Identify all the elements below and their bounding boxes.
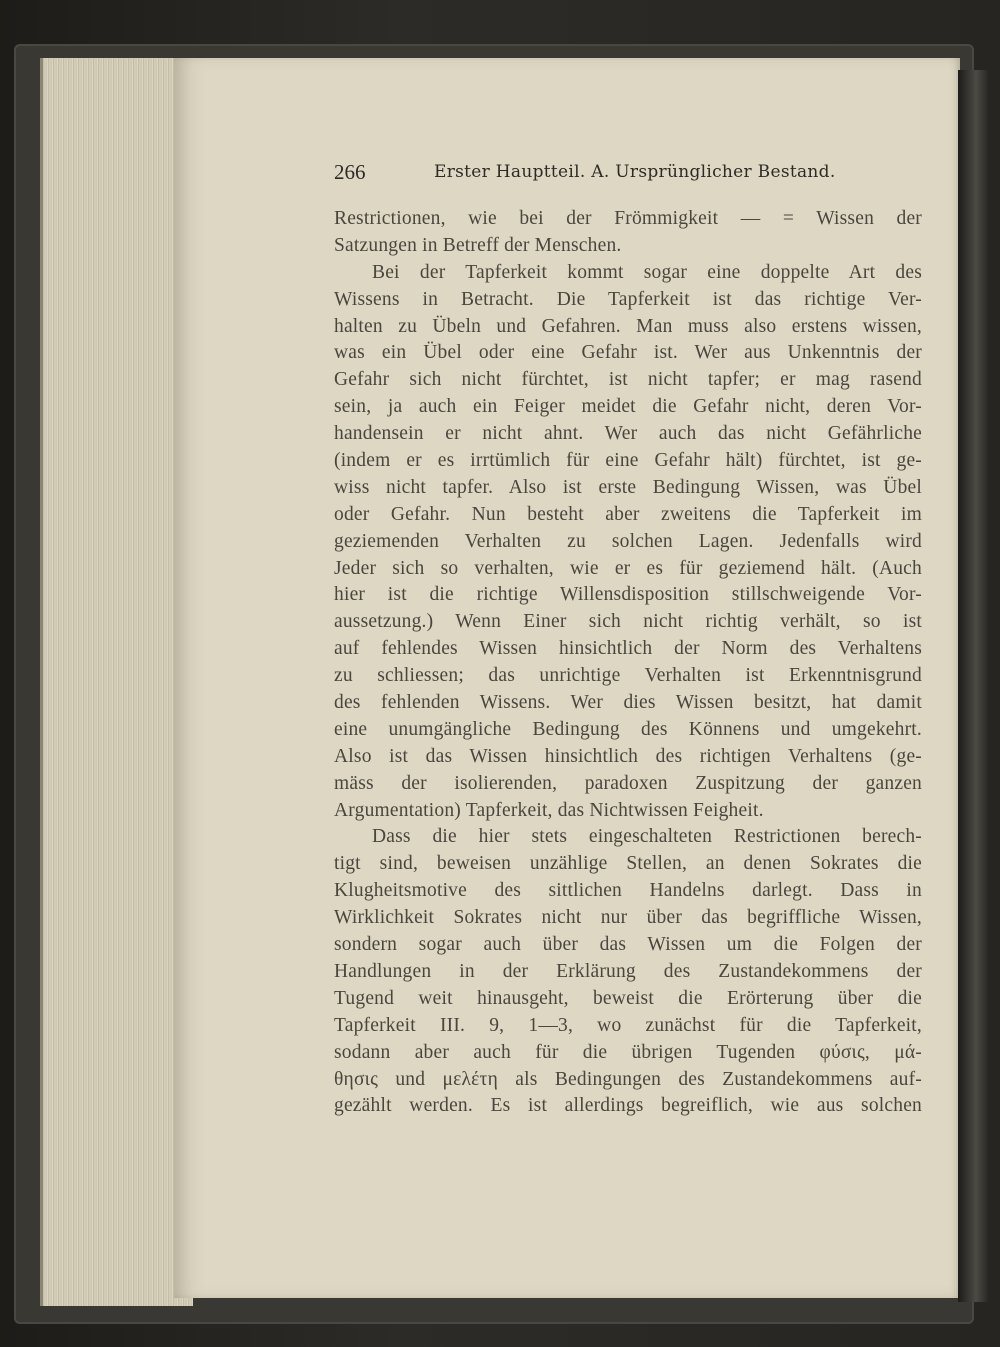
gutter-shadow — [958, 70, 988, 1302]
text-line: Klugheitsmotive des sittlichen Handelns darlegt. Dass in — [334, 880, 922, 902]
text-line: (indem er es irrtümlich für eine Gefahr hält) fürchtet, ist ge- — [334, 450, 922, 472]
body-text — [334, 206, 922, 1120]
text-line: des fehlenden Wissens. Wer dies Wissen besitzt, hat damit — [334, 692, 922, 714]
text-line: Wissens in Betracht. Die Tapferkeit ist das richtige Ver- — [334, 288, 922, 310]
text-line: Jeder sich so verhalten, wie er es für geziemend hält. (Auch — [334, 557, 922, 579]
text-line: Restrictionen, wie bei der Frömmigkeit — = Wissen der — [334, 208, 922, 229]
text-line: wiss nicht tapfer. Also ist erste Bedingung Wissen, was Übel — [334, 476, 922, 498]
text-line: Satzungen in Betreff der Menschen. — [334, 234, 622, 256]
text-line: hier ist die richtige Willensdisposition stillschweigende Vor- — [334, 584, 922, 606]
text-line: mäss der isolierenden, paradoxen Zuspitzung der ganzen — [334, 772, 922, 794]
text-line: sondern sogar auch über das Wissen um die Folgen der — [334, 934, 922, 956]
text-line: Tapferkeit III. 9, 1—3, wo zunächst für die Tapferkeit, — [334, 1014, 922, 1036]
text-line: Bei der Tapferkeit kommt sogar eine doppelte Art des — [372, 261, 922, 283]
running-head: Erster Hauptteil. A. Ursprünglicher Bestand. — [434, 162, 836, 182]
page-number: 266 — [334, 160, 366, 184]
text-line: was ein Übel oder eine Gefahr ist. Wer aus Unkenntnis der — [334, 342, 922, 364]
page-header — [334, 160, 924, 190]
text-line: tigt sind, beweisen unzählige Stellen, an denen Sokrates die — [334, 853, 922, 875]
text-line: sodann aber auch für die übrigen Tugenden φύσις, μά- — [334, 1041, 922, 1063]
page-edges — [40, 58, 193, 1306]
text-line: Gefahr sich nicht fürchtet, ist nicht tapfer; er mag rasend — [334, 369, 922, 391]
text-line: Argumentation) Tapferkeit, das Nichtwissen Feigheit. — [334, 799, 764, 821]
text-line: sein, ja auch ein Feiger meidet die Gefahr nicht, deren Vor- — [334, 396, 922, 418]
text-line: handensein er nicht ahnt. Wer auch das nicht Gefährliche — [334, 423, 922, 445]
text-line: gezählt werden. Es ist allerdings begreiflich, wie aus solchen — [334, 1095, 922, 1117]
text-line: aussetzung.) Wenn Einer sich nicht richtig verhält, so ist — [334, 611, 922, 633]
text-line: Wirklichkeit Sokrates nicht nur über das begriffliche Wissen, — [334, 907, 922, 929]
text-line: Handlungen in der Erklärung des Zustandekommens der — [334, 960, 922, 982]
text-line: geziemenden Verhalten zu solchen Lagen. Jedenfalls wird — [334, 530, 922, 552]
text-line: Tugend weit hinausgeht, beweist die Erörterung über die — [334, 987, 922, 1009]
text-line: eine unumgängliche Bedingung des Könnens und umgekehrt. — [334, 718, 922, 740]
text-line: auf fehlendes Wissen hinsichtlich der Norm des Verhaltens — [334, 638, 922, 660]
text-line: θησις und μελέτη als Bedingungen des Zustandekommens auf- — [334, 1068, 922, 1090]
text-line: halten zu Übeln und Gefahren. Man muss also erstens wissen, — [334, 315, 922, 337]
text-line: Dass die hier stets eingeschalteten Restrictionen berech- — [372, 826, 922, 848]
text-line: oder Gefahr. Nun besteht aber zweitens die Tapferkeit im — [334, 503, 922, 525]
text-line: Also ist das Wissen hinsichtlich des richtigen Verhaltens (ge- — [334, 745, 922, 767]
text-line: zu schliessen; das unrichtige Verhalten ist Erkenntnisgrund — [334, 665, 922, 687]
